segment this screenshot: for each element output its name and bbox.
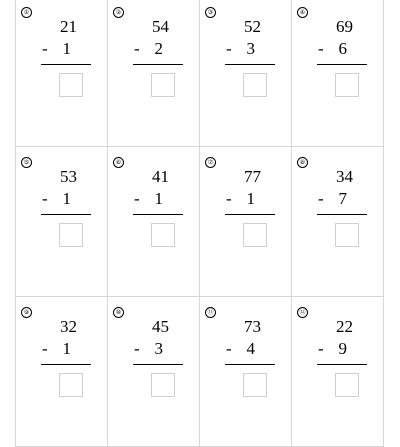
minus-sign: - — [226, 189, 232, 208]
answer-box[interactable] — [243, 373, 267, 397]
subtrahend: 7 — [338, 189, 347, 208]
problem-cell — [200, 297, 292, 447]
minuend: 73 — [244, 317, 261, 336]
problem-number: ③ — [205, 7, 216, 18]
answer-rule — [133, 214, 183, 215]
minuend: 21 — [60, 17, 77, 36]
minuend: 54 — [152, 17, 169, 36]
subtrahend: 2 — [154, 39, 163, 58]
minuend: 53 — [60, 167, 77, 186]
answer-rule — [225, 64, 275, 65]
problem-number: ④ — [297, 7, 308, 18]
answer-box[interactable] — [59, 73, 83, 97]
problem-number: ⑤ — [21, 157, 32, 168]
answer-box[interactable] — [335, 373, 359, 397]
problem-grid — [15, 0, 384, 447]
answer-rule — [317, 64, 367, 65]
minuend: 77 — [244, 167, 261, 186]
answer-rule — [41, 214, 91, 215]
minus-sign: - — [318, 39, 324, 58]
problem-cell — [292, 297, 384, 447]
problem-cell — [16, 147, 108, 297]
minuend: 41 — [152, 167, 169, 186]
subtrahend: 9 — [338, 339, 347, 358]
minuend: 69 — [336, 17, 353, 36]
problem-cell — [292, 147, 384, 297]
minuend: 52 — [244, 17, 261, 36]
problem-cell — [16, 297, 108, 447]
problem-cell — [200, 147, 292, 297]
minus-sign: - — [134, 339, 140, 358]
problem-number: ⑥ — [113, 157, 124, 168]
problem-cell — [16, 0, 108, 147]
subtrahend: 1 — [62, 39, 71, 58]
minus-sign: - — [226, 339, 232, 358]
problem-cell — [108, 147, 200, 297]
answer-box[interactable] — [151, 373, 175, 397]
problem-number: ⑨ — [21, 307, 32, 318]
answer-rule — [41, 64, 91, 65]
answer-box[interactable] — [151, 223, 175, 247]
answer-box[interactable] — [335, 73, 359, 97]
minus-sign: - — [42, 189, 48, 208]
answer-rule — [41, 364, 91, 365]
subtrahend: 4 — [246, 339, 255, 358]
subtrahend: 1 — [62, 339, 71, 358]
minuend: 32 — [60, 317, 77, 336]
minus-sign: - — [134, 189, 140, 208]
problem-number: ⑦ — [205, 157, 216, 168]
problem-number: ⑩ — [113, 307, 124, 318]
answer-rule — [133, 64, 183, 65]
answer-box[interactable] — [243, 73, 267, 97]
answer-rule — [317, 364, 367, 365]
subtrahend: 3 — [154, 339, 163, 358]
minus-sign: - — [226, 39, 232, 58]
subtrahend: 3 — [246, 39, 255, 58]
minus-sign: - — [42, 39, 48, 58]
answer-box[interactable] — [335, 223, 359, 247]
minuend: 22 — [336, 317, 353, 336]
answer-rule — [133, 364, 183, 365]
answer-rule — [317, 214, 367, 215]
subtrahend: 1 — [62, 189, 71, 208]
answer-box[interactable] — [151, 73, 175, 97]
minus-sign: - — [134, 39, 140, 58]
problem-cell — [108, 297, 200, 447]
answer-rule — [225, 214, 275, 215]
problem-cell — [108, 0, 200, 147]
answer-box[interactable] — [59, 223, 83, 247]
problem-cell — [292, 0, 384, 147]
answer-box[interactable] — [243, 223, 267, 247]
subtrahend: 6 — [338, 39, 347, 58]
subtrahend: 1 — [154, 189, 163, 208]
answer-rule — [225, 364, 275, 365]
problem-number: ⑧ — [297, 157, 308, 168]
problem-cell — [200, 0, 292, 147]
problem-number: ② — [113, 7, 124, 18]
problem-number: ⑫ — [297, 307, 308, 318]
problem-number: ⑪ — [205, 307, 216, 318]
minus-sign: - — [42, 339, 48, 358]
minus-sign: - — [318, 339, 324, 358]
subtrahend: 1 — [246, 189, 255, 208]
minuend: 45 — [152, 317, 169, 336]
answer-box[interactable] — [59, 373, 83, 397]
problem-number: ① — [21, 7, 32, 18]
minus-sign: - — [318, 189, 324, 208]
minuend: 34 — [336, 167, 353, 186]
